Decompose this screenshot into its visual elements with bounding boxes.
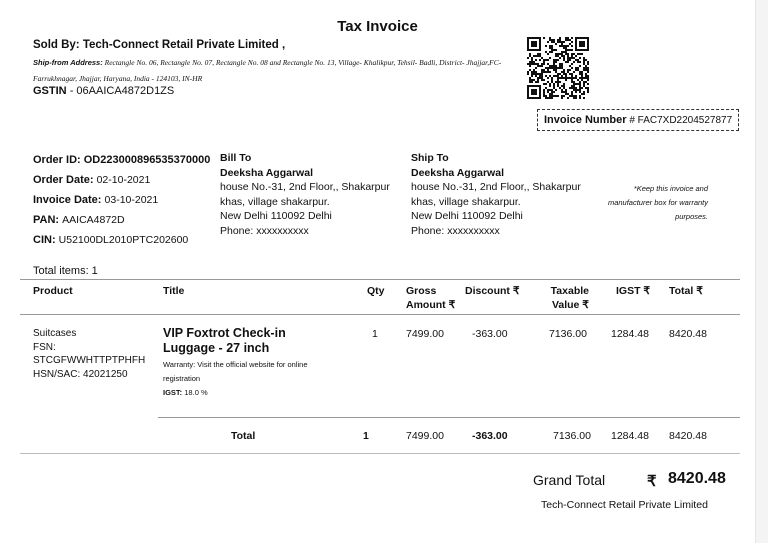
header-total: Total ₹ [669, 285, 703, 297]
bill-to-name: Deeksha Aggarwal [220, 166, 313, 179]
header-product: Product [33, 285, 73, 297]
igst-rate-value: 18.0 % [184, 388, 208, 397]
product-cell [33, 327, 145, 381]
row-igst: 1284.48 [611, 328, 649, 340]
order-id-label: Order ID: [33, 154, 81, 166]
totals-qty: 1 [363, 430, 369, 442]
product-category: Suitcases [33, 328, 77, 339]
invoice-date-row [33, 190, 210, 210]
igst-rate-label: IGST: [163, 388, 183, 397]
order-id-row [33, 150, 210, 170]
total-items: Total items: 1 [33, 265, 98, 277]
totals-discount: -363.00 [472, 430, 508, 442]
ship-to-line2: khas, village shakarpur. [411, 195, 521, 208]
product-fsn-label: FSN: [33, 341, 56, 353]
ship-from-address [33, 55, 523, 87]
pan-row [33, 210, 210, 230]
ship-to-label: Ship To [411, 152, 449, 164]
row-total: 8420.48 [669, 328, 707, 340]
bill-to-line1: house No.-31, 2nd Floor,, Shakarpur [220, 181, 390, 193]
gstin-label: GSTIN [33, 85, 67, 97]
ship-from-label: Ship-from Address: [33, 58, 103, 67]
pan-label: PAN: [33, 214, 60, 226]
header-discount: Discount ₹ [465, 285, 520, 297]
ship-to [411, 151, 581, 238]
header-taxable-line2: Value ₹ [551, 299, 589, 311]
totals-divider [158, 417, 740, 418]
bill-to-line2: khas, village shakarpur. [220, 195, 330, 208]
ship-to-line3: New Delhi 110092 Delhi [411, 210, 523, 222]
order-date-row [33, 170, 210, 190]
grand-total-label: Grand Total [533, 472, 606, 488]
title-cell [163, 326, 308, 400]
warranty-note: *Keep this invoice and manufacturer box for warranty purposes. [607, 184, 708, 221]
igst-rate [163, 386, 308, 400]
bill-to [220, 151, 390, 238]
header-igst: IGST ₹ [616, 285, 651, 297]
order-id-value: OD223000896535370000 [83, 154, 211, 166]
ship-to-name: Deeksha Aggarwal [411, 166, 504, 179]
row-qty: 1 [372, 328, 378, 340]
row-taxable: 7136.00 [549, 328, 587, 340]
row-discount: -363.00 [472, 328, 508, 340]
invoice-number-label: Invoice Number [544, 114, 627, 126]
totals-gross: 7499.00 [406, 430, 444, 442]
cin-label: CIN: [33, 234, 56, 246]
product-fsn: STCGFWWHTTPTPHFH [33, 355, 146, 366]
sold-by [33, 39, 285, 51]
product-title-line1: VIP Foxtrot Check-in [163, 326, 286, 340]
bill-to-phone: Phone: xxxxxxxxxx [220, 224, 309, 237]
gstin-value: - 06AAICA4872D1ZS [69, 85, 175, 97]
invoice-date-value: 03-10-2021 [104, 194, 159, 206]
bill-to-label: Bill To [220, 152, 252, 164]
sold-by-value: Tech-Connect Retail Private Limited , [82, 39, 286, 51]
invoice-number-box [537, 109, 739, 131]
company-signature: Tech-Connect Retail Private Limited [541, 499, 708, 511]
header-gross [406, 284, 455, 312]
row-gross: 7499.00 [406, 328, 444, 340]
header-gross-line2: Amount ₹ [406, 299, 456, 311]
bill-to-line3: New Delhi 110092 Delhi [220, 210, 332, 222]
page-gutter [756, 0, 768, 543]
totals-igst: 1284.48 [611, 430, 649, 442]
warranty-line2: registration [163, 374, 201, 383]
header-divider [20, 314, 740, 315]
qr-code [527, 37, 589, 99]
header-taxable [549, 284, 589, 312]
invoice-number-value: # FAC7XD2204527877 [629, 115, 733, 126]
grand-total-currency: ₹ [647, 473, 657, 490]
gstin [33, 85, 174, 97]
header-title: Title [163, 285, 185, 297]
invoice-date-label: Invoice Date: [33, 194, 102, 206]
cin-row [33, 230, 210, 250]
ship-to-line1: house No.-31, 2nd Floor,, Shakarpur [411, 181, 581, 193]
totals-total: 8420.48 [669, 430, 707, 442]
ship-from-value: Rectangle No. 06, Rectangle No. 07, Rectangle No. 08 and Rectangle No. 13, Village- Khalikpur, Tehsil- Badli, District- Jhajjar,FC- Farrukhnagar, Jhajjar, Haryana, India - 124103, IN-HR [33, 58, 502, 83]
order-details [33, 150, 210, 250]
order-date-value: 02-10-2021 [96, 174, 151, 186]
pan-value: AAICA4872D [62, 214, 125, 226]
grand-total-value: 8420.48 [668, 470, 726, 487]
header-qty: Qty [367, 285, 385, 297]
product-hsn: HSN/SAC: 42021250 [33, 368, 128, 380]
document-title: Tax Invoice [337, 18, 418, 35]
warranty-line1: Warranty: Visit the official website for online [163, 360, 308, 369]
cin-value: U52100DL2010PTC202600 [58, 234, 189, 246]
product-title-line2: Luggage - 27 inch [163, 341, 270, 355]
bottom-divider [20, 453, 740, 454]
totals-label: Total [231, 430, 256, 442]
header-taxable-line1: Taxable [550, 285, 589, 297]
ship-to-phone: Phone: xxxxxxxxxx [411, 224, 500, 237]
order-date-label: Order Date: [33, 174, 94, 186]
table-top-divider [20, 279, 740, 280]
sold-by-label: Sold By: [33, 39, 80, 51]
totals-taxable: 7136.00 [553, 430, 591, 442]
header-gross-line1: Gross [406, 285, 437, 297]
